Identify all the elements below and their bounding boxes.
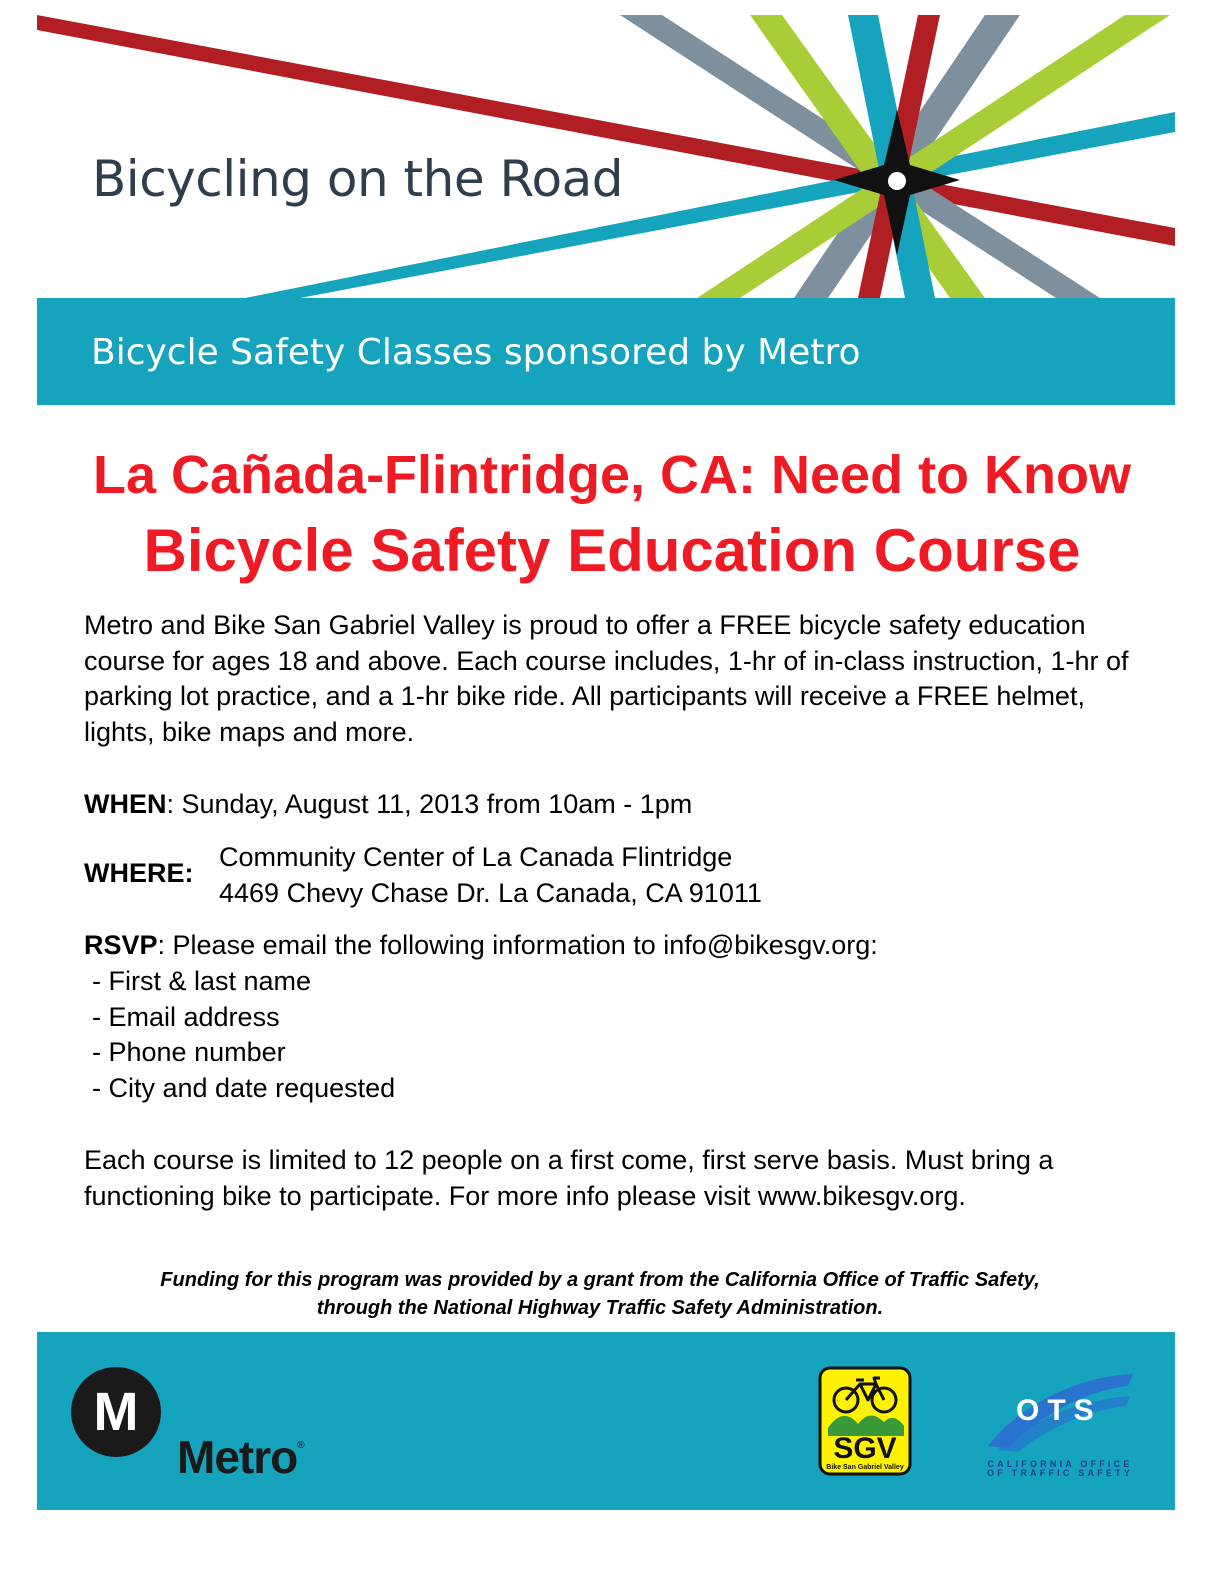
where-label: WHERE: xyxy=(84,858,194,888)
registered-mark: ® xyxy=(297,1440,304,1451)
bike-sgv-logo-icon xyxy=(818,1366,912,1476)
funding-note xyxy=(0,1266,1200,1322)
headline-course: Bicycle Safety Education Course xyxy=(143,517,1081,584)
sponsor-text: Bicycle Safety Classes sponsored by Metro xyxy=(91,332,861,373)
hub-dot xyxy=(888,172,906,190)
rsvp-line xyxy=(84,928,1154,964)
rsvp-text: : Please email the following information to info@bikesgv.org: xyxy=(157,930,878,960)
where-address xyxy=(219,840,762,911)
list-item: - Email address xyxy=(92,1001,280,1032)
list-item: - City and date requested xyxy=(92,1072,396,1103)
when-line xyxy=(84,787,1154,823)
rsvp-label: RSVP xyxy=(84,930,158,960)
list-item: - Phone number xyxy=(92,1037,286,1067)
sponsor-banner xyxy=(37,298,1175,405)
intro-paragraph: Metro and Bike San Gabriel Valley is proud to offer a FREE bicycle safety education course for ages 18 and above. Each course includes, 1-hr of in-class instruction, 1-hr of parking lot practice, and a 1-hr bike ride. All participants will receive a FREE helmet, lights, bike maps and more. xyxy=(84,610,1129,747)
metro-logo-letter: M xyxy=(93,1382,139,1442)
red-spoke xyxy=(37,15,1175,246)
ots-caption xyxy=(980,1460,1140,1478)
ots-caption-line-1: CALIFORNIA OFFICE xyxy=(987,1459,1133,1469)
metro-word-text: Metro xyxy=(177,1431,298,1483)
sgv-caption: Bike San Gabriel Valley xyxy=(826,1464,904,1471)
rsvp-list xyxy=(92,964,395,1106)
metro-wordmark xyxy=(177,1430,304,1484)
sgv-letters: SGV xyxy=(833,1432,897,1465)
where-line-1: Community Center of La Canada Flintridge xyxy=(219,842,733,872)
ots-caption-line-2: OF TRAFFIC SAFETY xyxy=(987,1468,1133,1478)
hero-title: Bicycling on the Road xyxy=(92,150,623,208)
where-line-2: 4469 Chevy Chase Dr. La Canada, CA 91011 xyxy=(219,877,762,908)
list-item: - First & last name xyxy=(92,966,312,996)
headline-location: La Cañada-Flintridge, CA: Need to Know xyxy=(92,445,1132,505)
closing-paragraph: Each course is limited to 12 people on a first come, first serve basis. Must bring a functioning bike to participate. For more info please visit www.bikesgv.org. xyxy=(84,1145,1054,1211)
when-label: WHEN xyxy=(84,789,167,819)
hero-banner xyxy=(0,0,1224,300)
when-value: : Sunday, August 11, 2013 from 10am - 1pm xyxy=(166,789,693,819)
funding-line-2: through the National Highway Traffic Safety Administration. xyxy=(316,1297,884,1319)
ots-letters: OTS xyxy=(1016,1394,1102,1427)
funding-line-1: Funding for this program was provided by a grant from the California Office of Traffic Safety, xyxy=(160,1269,1040,1291)
metro-logo-icon xyxy=(70,1366,162,1458)
